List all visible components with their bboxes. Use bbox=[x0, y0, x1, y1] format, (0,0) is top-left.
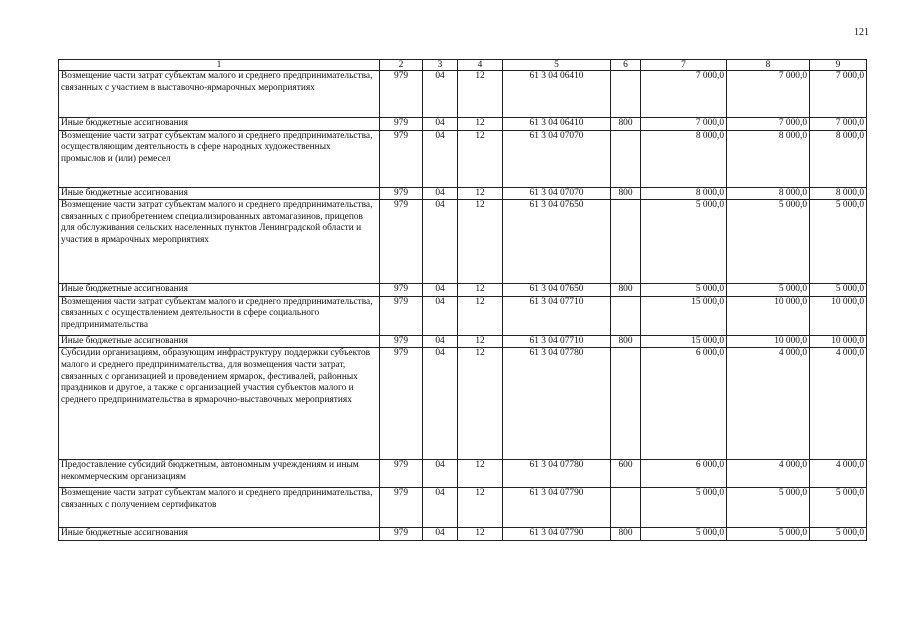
header-cell: 4 bbox=[458, 60, 503, 71]
col8-cell: 7 000,0 bbox=[727, 118, 810, 131]
col8-cell: 5 000,0 bbox=[727, 284, 810, 297]
col5-cell: 61 3 04 07780 bbox=[503, 348, 611, 460]
col3-cell: 04 bbox=[423, 296, 458, 335]
col9-cell: 5 000,0 bbox=[810, 488, 867, 528]
table-row bbox=[59, 200, 867, 284]
col7-cell: 15 000,0 bbox=[641, 335, 727, 348]
col2-cell: 979 bbox=[380, 348, 423, 460]
col5-cell: 61 3 04 07710 bbox=[503, 335, 611, 348]
col3-cell: 04 bbox=[423, 460, 458, 488]
col3-cell: 04 bbox=[423, 187, 458, 200]
header-cell: 2 bbox=[380, 60, 423, 71]
col4-cell: 12 bbox=[458, 488, 503, 528]
col3-cell: 04 bbox=[423, 71, 458, 118]
budget-table bbox=[58, 59, 867, 541]
col7-cell: 6 000,0 bbox=[641, 348, 727, 460]
row-name-cell: Возмещение части затрат субъектам малого и среднего предпринимательства, связанных с приобретением специализированных автомагазинов, прицепов для обслуживания сельских населенных пунктов Ленинградской области и участия в ярмарочных мероприятиях bbox=[59, 200, 380, 284]
col7-cell: 5 000,0 bbox=[641, 200, 727, 284]
col2-cell: 979 bbox=[380, 71, 423, 118]
col6-cell bbox=[611, 488, 641, 528]
col6-cell: 800 bbox=[611, 118, 641, 131]
col3-cell: 04 bbox=[423, 200, 458, 284]
col6-cell: 800 bbox=[611, 187, 641, 200]
row-name-cell: Возмещения части затрат субъектам малого и среднего предпринимательства, связанных с осуществлением деятельности в сфере социального предпринимательства bbox=[59, 296, 380, 335]
table-row bbox=[59, 284, 867, 297]
col8-cell: 10 000,0 bbox=[727, 335, 810, 348]
col5-cell: 61 3 04 06410 bbox=[503, 71, 611, 118]
col3-cell: 04 bbox=[423, 528, 458, 541]
col4-cell: 12 bbox=[458, 187, 503, 200]
table-row bbox=[59, 130, 867, 187]
col4-cell: 12 bbox=[458, 460, 503, 488]
col9-cell: 10 000,0 bbox=[810, 296, 867, 335]
col8-cell: 5 000,0 bbox=[727, 488, 810, 528]
col7-cell: 15 000,0 bbox=[641, 296, 727, 335]
col7-cell: 7 000,0 bbox=[641, 118, 727, 131]
header-cell: 8 bbox=[727, 60, 810, 71]
table-row bbox=[59, 335, 867, 348]
col8-cell: 8 000,0 bbox=[727, 187, 810, 200]
col3-cell: 04 bbox=[423, 284, 458, 297]
col4-cell: 12 bbox=[458, 335, 503, 348]
col3-cell: 04 bbox=[423, 348, 458, 460]
col6-cell bbox=[611, 348, 641, 460]
col2-cell: 979 bbox=[380, 130, 423, 187]
col6-cell bbox=[611, 71, 641, 118]
col7-cell: 6 000,0 bbox=[641, 460, 727, 488]
col2-cell: 979 bbox=[380, 335, 423, 348]
col8-cell: 10 000,0 bbox=[727, 296, 810, 335]
row-name-cell: Иные бюджетные ассигнования bbox=[59, 118, 380, 131]
col4-cell: 12 bbox=[458, 71, 503, 118]
header-cell: 9 bbox=[810, 60, 867, 71]
row-name-cell: Иные бюджетные ассигнования bbox=[59, 335, 380, 348]
header-cell: 5 bbox=[503, 60, 611, 71]
col7-cell: 5 000,0 bbox=[641, 488, 727, 528]
col2-cell: 979 bbox=[380, 460, 423, 488]
row-name-cell: Иные бюджетные ассигнования bbox=[59, 528, 380, 541]
col9-cell: 5 000,0 bbox=[810, 528, 867, 541]
col2-cell: 979 bbox=[380, 284, 423, 297]
row-name-cell: Субсидии организациям, образующим инфраструктуру поддержки субъектов малого и среднего предпринимательства, для возмещения части затрат, связанных с организацией и проведением ярмарок, фестивалей, районных праздников и другое, а также с организацией участия субъектов малого и среднего предпринимательства в ярмарочно-выставочных мероприятиях bbox=[59, 348, 380, 460]
col5-cell: 61 3 04 07070 bbox=[503, 187, 611, 200]
col2-cell: 979 bbox=[380, 296, 423, 335]
col7-cell: 5 000,0 bbox=[641, 528, 727, 541]
col3-cell: 04 bbox=[423, 335, 458, 348]
table-row bbox=[59, 460, 867, 488]
col2-cell: 979 bbox=[380, 118, 423, 131]
header-cell: 7 bbox=[641, 60, 727, 71]
header-cell: 3 bbox=[423, 60, 458, 71]
col9-cell: 5 000,0 bbox=[810, 200, 867, 284]
col5-cell: 61 3 04 07780 bbox=[503, 460, 611, 488]
row-name-cell: Возмещение части затрат субъектам малого и среднего предпринимательства, осуществляющим деятельность в сфере народных художественных промыслов и (или) ремесел bbox=[59, 130, 380, 187]
col4-cell: 12 bbox=[458, 284, 503, 297]
col7-cell: 8 000,0 bbox=[641, 187, 727, 200]
row-name-cell: Предоставление субсидий бюджетным, автономным учреждениям и иным некоммерческим организациям bbox=[59, 460, 380, 488]
col4-cell: 12 bbox=[458, 296, 503, 335]
col4-cell: 12 bbox=[458, 118, 503, 131]
col8-cell: 4 000,0 bbox=[727, 348, 810, 460]
col5-cell: 61 3 04 07710 bbox=[503, 296, 611, 335]
col9-cell: 10 000,0 bbox=[810, 335, 867, 348]
col8-cell: 8 000,0 bbox=[727, 130, 810, 187]
row-name-cell: Возмещение части затрат субъектам малого и среднего предпринимательства, связанных с участием в выставочно-ярмарочных мероприятиях bbox=[59, 71, 380, 118]
col5-cell: 61 3 04 07650 bbox=[503, 200, 611, 284]
col8-cell: 5 000,0 bbox=[727, 200, 810, 284]
row-name-cell: Иные бюджетные ассигнования bbox=[59, 284, 380, 297]
col3-cell: 04 bbox=[423, 118, 458, 131]
col4-cell: 12 bbox=[458, 200, 503, 284]
col7-cell: 5 000,0 bbox=[641, 284, 727, 297]
col9-cell: 4 000,0 bbox=[810, 460, 867, 488]
col2-cell: 979 bbox=[380, 200, 423, 284]
col6-cell: 800 bbox=[611, 335, 641, 348]
col5-cell: 61 3 04 06410 bbox=[503, 118, 611, 131]
col2-cell: 979 bbox=[380, 528, 423, 541]
col6-cell: 800 bbox=[611, 528, 641, 541]
col9-cell: 7 000,0 bbox=[810, 71, 867, 118]
col6-cell: 800 bbox=[611, 284, 641, 297]
col6-cell bbox=[611, 296, 641, 335]
col7-cell: 8 000,0 bbox=[641, 130, 727, 187]
col5-cell: 61 3 04 07070 bbox=[503, 130, 611, 187]
col5-cell: 61 3 04 07790 bbox=[503, 528, 611, 541]
col8-cell: 7 000,0 bbox=[727, 71, 810, 118]
col6-cell bbox=[611, 200, 641, 284]
table-row bbox=[59, 71, 867, 118]
page-number: 121 bbox=[854, 27, 869, 38]
col9-cell: 8 000,0 bbox=[810, 130, 867, 187]
col5-cell: 61 3 04 07650 bbox=[503, 284, 611, 297]
col2-cell: 979 bbox=[380, 187, 423, 200]
row-name-cell: Возмещение части затрат субъектам малого и среднего предпринимательства, связанных с получением сертификатов bbox=[59, 488, 380, 528]
table-row bbox=[59, 187, 867, 200]
col9-cell: 4 000,0 bbox=[810, 348, 867, 460]
col4-cell: 12 bbox=[458, 130, 503, 187]
table-row bbox=[59, 296, 867, 335]
table-row bbox=[59, 348, 867, 460]
col3-cell: 04 bbox=[423, 130, 458, 187]
col6-cell: 600 bbox=[611, 460, 641, 488]
col9-cell: 8 000,0 bbox=[810, 187, 867, 200]
col8-cell: 4 000,0 bbox=[727, 460, 810, 488]
col9-cell: 7 000,0 bbox=[810, 118, 867, 131]
row-name-cell: Иные бюджетные ассигнования bbox=[59, 187, 380, 200]
col4-cell: 12 bbox=[458, 348, 503, 460]
header-row bbox=[59, 60, 867, 71]
col7-cell: 7 000,0 bbox=[641, 71, 727, 118]
col2-cell: 979 bbox=[380, 488, 423, 528]
col9-cell: 5 000,0 bbox=[810, 284, 867, 297]
col6-cell bbox=[611, 130, 641, 187]
header-cell: 1 bbox=[59, 60, 380, 71]
col8-cell: 5 000,0 bbox=[727, 528, 810, 541]
header-cell: 6 bbox=[611, 60, 641, 71]
col5-cell: 61 3 04 07790 bbox=[503, 488, 611, 528]
table-row bbox=[59, 118, 867, 131]
table-row bbox=[59, 488, 867, 528]
col3-cell: 04 bbox=[423, 488, 458, 528]
col4-cell: 12 bbox=[458, 528, 503, 541]
table-row bbox=[59, 528, 867, 541]
